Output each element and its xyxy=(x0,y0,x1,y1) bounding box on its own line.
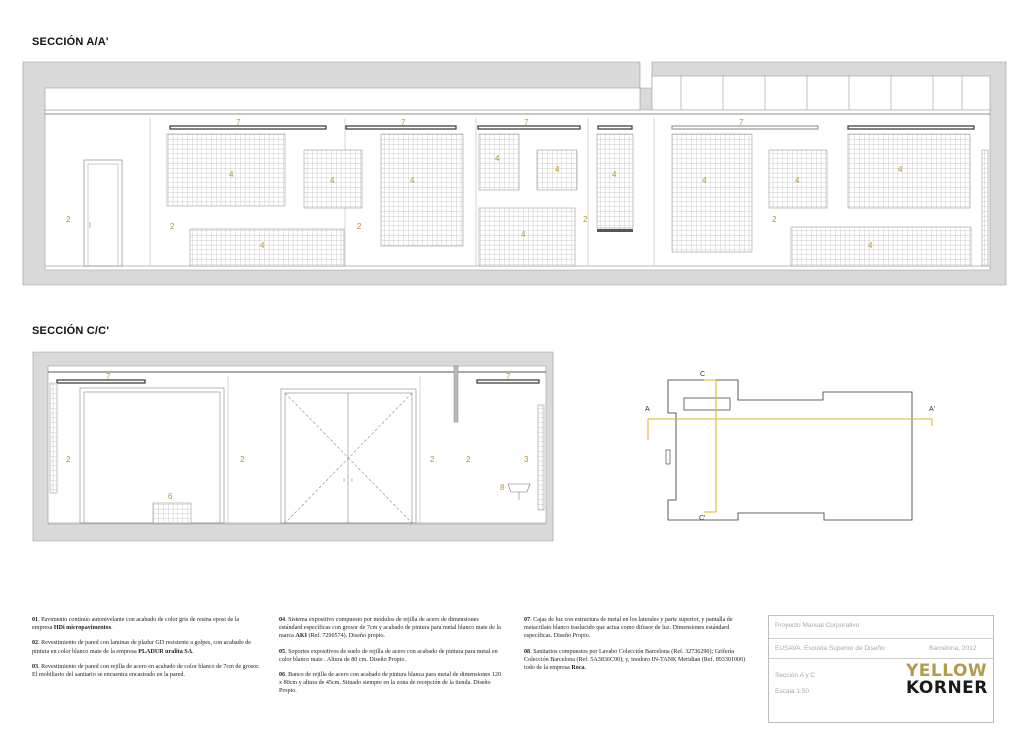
note-08: 08. Sanitarios compuestos por Lavabo Colección Barcelona (Ref. 32736290); Grifería Colección Barcelona (Ref. 5A3836C00); y, inodoro IN-TANK Meridian (Ref. 893301000) todo de la empresa Roca. xyxy=(524,648,746,672)
cc-label: 2 xyxy=(240,455,245,464)
cc-label: 2 xyxy=(466,455,471,464)
aa-grid-modules xyxy=(167,134,988,266)
notes-column-1 xyxy=(32,616,260,686)
aa-label: 2 xyxy=(170,222,175,231)
cc-label: 7 xyxy=(106,372,111,381)
aa-label: 4 xyxy=(795,176,800,185)
aa-label: 2 xyxy=(357,222,362,231)
aa-ceiling-void-left xyxy=(45,88,640,110)
cc-window xyxy=(80,388,224,523)
cc-label: 2 xyxy=(430,455,435,464)
cc-light-boxes xyxy=(57,380,539,383)
tb-city-year: Barcelona, 2012 xyxy=(929,645,977,652)
aa-label: 7 xyxy=(739,118,744,127)
aa-label: 4 xyxy=(702,176,707,185)
notes-column-2 xyxy=(279,616,501,703)
tb-project: Proyecto Manual Corporativo xyxy=(775,622,860,629)
cc-label: 3 xyxy=(524,455,529,464)
tb-school: EUSAVA. Escuela Superior de Diseño xyxy=(775,645,885,652)
aa-label: 2 xyxy=(772,215,777,224)
section-cc-title: SECCIÓN C/C' xyxy=(32,325,110,337)
cc-double-door xyxy=(281,389,416,523)
cc-sink xyxy=(508,484,530,500)
note-01: 01. Pavimento continuo autonivelante con acabado de color gris de resina eposi de la empresa HDi micropavimentos. xyxy=(32,617,240,632)
aa-label: 4 xyxy=(495,154,500,163)
notes-column-3 xyxy=(524,616,752,679)
cc-label: 6 xyxy=(168,492,173,501)
key-plan xyxy=(645,371,935,522)
section-cc-drawing xyxy=(33,352,553,541)
cc-side-grids xyxy=(50,383,544,523)
aa-label: 4 xyxy=(612,170,617,179)
cc-label: 7 xyxy=(506,372,511,381)
cc-labels xyxy=(66,372,529,501)
aa-label: 4 xyxy=(260,241,265,250)
yellow-korner-logo xyxy=(906,663,986,697)
aa-label: 4 xyxy=(868,241,873,250)
aa-label: 4 xyxy=(330,176,335,185)
plan-label-a-prime: A' xyxy=(929,406,936,413)
aa-label: 4 xyxy=(898,165,903,174)
cc-label: 8 xyxy=(500,483,505,492)
aa-label: 4 xyxy=(229,170,234,179)
aa-door xyxy=(84,160,122,266)
tb-scale: Escala 1:50 xyxy=(775,688,809,695)
section-aa-title: SECCIÓN A/A' xyxy=(32,36,109,48)
cc-label: 2 xyxy=(66,455,71,464)
aa-label: 4 xyxy=(521,230,526,239)
tb-sheet: Sección A y C xyxy=(775,672,816,679)
note-02: 02. Revestimiento de pared con laminas de pladur GD resistente a golpes, con acabado de pintura en color blanco mate de la empresa PLADUR uralita SA. xyxy=(32,640,251,655)
plan-column xyxy=(666,450,670,464)
note-05: 05. Soportes expositivos de suelo de rejilla de acero con acabado de pintura para metal en color blanco mate . Altura de 80 cm. Diseño Propio. xyxy=(279,648,498,663)
aa-label: 4 xyxy=(410,176,415,185)
aa-label: 2 xyxy=(583,215,588,224)
logo-line-korner: KORNER xyxy=(906,678,988,698)
logo-line-yellow: YELLOW xyxy=(906,661,988,681)
note-04: 04. Sistema expositivo compuesto por módulos de rejilla de acero de dimensiones estándard específicas con grosor de 7cm y acabado de pintura para metal blanco mate de la marca AKI (Ref. 7290574). Diseño propio. xyxy=(279,617,501,640)
aa-module-rails xyxy=(597,229,633,232)
aa-label: 7 xyxy=(401,118,406,127)
aa-label: 7 xyxy=(524,118,529,127)
aa-label: 4 xyxy=(555,165,560,174)
plan-label-c-prime: C' xyxy=(699,515,706,522)
note-07: 07. Cajas de luz con estructura de metal en los laterales y parte superior, y pantalla de metacrilato blanco traslucido que actua como difusor de luz. Dimensiones estándard específicas. Diseño Propio. xyxy=(524,617,733,640)
plan-inner-room xyxy=(684,398,730,410)
cc-wall-divisions xyxy=(228,376,420,523)
aa-ceiling-void-right xyxy=(652,76,990,110)
cc-column xyxy=(454,366,458,422)
note-03: 03. Revestimiento de pared con rejilla de acero en acabado de color blanco de 7cm de grosor. El mobiliario del sanitario se encuentra encastrado en la pared. xyxy=(32,663,260,679)
plan-label-c: C xyxy=(700,371,706,378)
note-06: 06. Banco de rejilla de acero con acabado de pintura blanca para metal de dimensiones 120 x 80cm y altura de 45cm. Situado siempre en la zona de recepción de la tienda. Diseño Propio. xyxy=(279,672,501,695)
section-aa-drawing xyxy=(23,62,1006,285)
plan-label-a: A xyxy=(645,406,650,413)
aa-label: 7 xyxy=(236,118,241,127)
aa-light-boxes xyxy=(170,126,974,129)
aa-label: 2 xyxy=(66,215,71,224)
